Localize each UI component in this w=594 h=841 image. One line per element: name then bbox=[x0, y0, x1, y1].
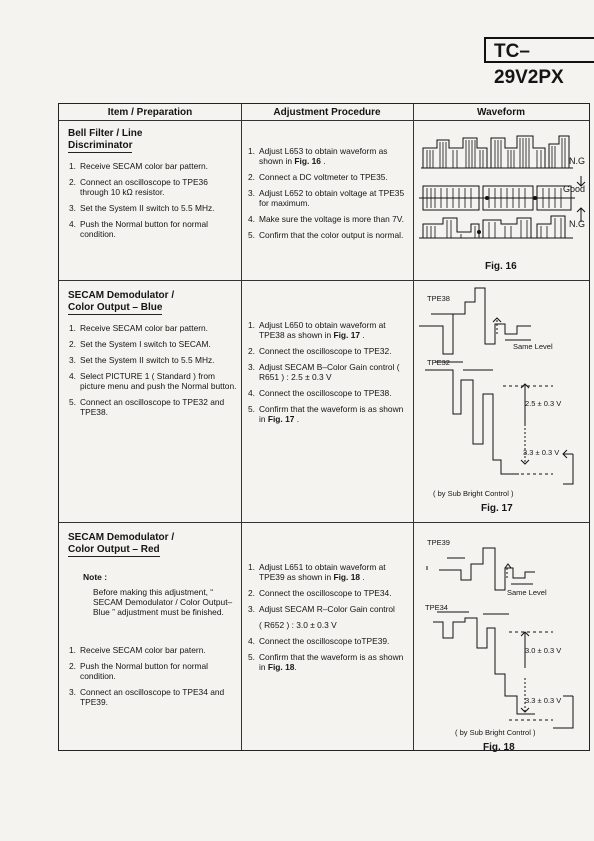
step-text-tail: . bbox=[320, 156, 326, 166]
step-text-tail: . bbox=[360, 330, 365, 340]
step-item bbox=[248, 172, 408, 182]
step-text bbox=[259, 320, 408, 340]
step-item bbox=[248, 320, 408, 340]
title-line: Color Output – Red bbox=[68, 544, 160, 555]
step-text-main: Connect a DC voltmeter to TPE35. bbox=[259, 172, 388, 182]
step-text bbox=[80, 687, 237, 707]
step-item bbox=[248, 588, 408, 598]
step-number: 1. bbox=[69, 323, 76, 333]
step-number: 1. bbox=[248, 146, 255, 156]
step-text-main: Connect the oscilloscope to TPE32. bbox=[259, 346, 392, 356]
label-voltage: 3.0 ± 0.3 V bbox=[525, 646, 562, 655]
step-number: 3. bbox=[69, 203, 76, 213]
step-text-main: Connect an oscilloscope to TPE34 and TPE39. bbox=[80, 687, 225, 707]
step-text bbox=[259, 604, 395, 614]
step-item bbox=[248, 636, 408, 646]
title-line: Discriminator bbox=[68, 140, 133, 151]
figure-reference: Fig. 17 bbox=[267, 414, 295, 424]
step-number: 2. bbox=[69, 177, 76, 187]
header-divider bbox=[59, 120, 589, 121]
step-number: 4. bbox=[69, 371, 76, 381]
step-text-main: Adjust L651 to obtain waveform at TPE39 as shown in bbox=[259, 562, 386, 582]
title-line: SECAM Demodulator / bbox=[68, 532, 175, 543]
step-text bbox=[259, 636, 389, 646]
label-tp: TPE39 bbox=[427, 538, 450, 547]
section-title bbox=[68, 290, 174, 314]
step-item bbox=[69, 645, 237, 655]
step-text-main: Receive SECAM color bar patern. bbox=[80, 645, 206, 655]
procedure-list bbox=[248, 562, 408, 678]
step-text bbox=[80, 161, 208, 171]
step-text-main: Select PICTURE 1 ( Standard ) from picture menu and push the Normal button. bbox=[80, 371, 237, 391]
step-text bbox=[80, 645, 206, 655]
step-item bbox=[69, 355, 237, 365]
step-text bbox=[80, 371, 237, 391]
step-item bbox=[248, 652, 408, 672]
step-item bbox=[248, 362, 408, 382]
step-item bbox=[69, 397, 237, 417]
step-item bbox=[248, 388, 408, 398]
step-number: 5. bbox=[248, 404, 255, 414]
header-procedure: Adjustment Procedure bbox=[273, 107, 381, 118]
note-title: Note : bbox=[83, 572, 108, 582]
step-text bbox=[80, 177, 237, 197]
step-item bbox=[69, 371, 237, 391]
step-text-main: Connect an oscilloscope to TPE36 through 10 kΩ resistor. bbox=[80, 177, 208, 197]
step-text bbox=[259, 362, 408, 382]
label-same-level: Same Level bbox=[513, 342, 553, 351]
step-text-main: Push the Normal button for normal condition. bbox=[80, 661, 209, 681]
step-item bbox=[69, 687, 237, 707]
title-line: SECAM Demodulator / bbox=[68, 290, 175, 301]
step-number: 3. bbox=[248, 604, 255, 614]
prep-list bbox=[69, 323, 237, 423]
prep-list bbox=[69, 645, 237, 713]
label-same-level: Same Level bbox=[507, 588, 547, 597]
step-text bbox=[259, 230, 403, 240]
step-text bbox=[259, 214, 404, 224]
step-item bbox=[248, 620, 408, 630]
step-text bbox=[80, 661, 237, 681]
step-text-main: Make sure the voltage is more than 7V. bbox=[259, 214, 404, 224]
step-text-main: Connect an oscilloscope to TPE32 and TPE38. bbox=[80, 397, 225, 417]
step-text-main: Connect the oscilloscope to TPE34. bbox=[259, 588, 392, 598]
note-body: Before making this adjustment, “ SECAM Demodulator / Color Output– Blue ” adjustment must be finished. bbox=[93, 587, 233, 617]
step-number: 4. bbox=[69, 219, 76, 229]
step-item bbox=[248, 214, 408, 224]
label-tp: TPE32 bbox=[427, 358, 450, 367]
step-text-main: Push the Normal button for normal condition. bbox=[80, 219, 209, 239]
step-item bbox=[69, 177, 237, 197]
step-text bbox=[80, 397, 237, 417]
figure-reference: Fig. 18 bbox=[267, 662, 295, 672]
header-item: Item / Preparation bbox=[107, 107, 193, 118]
label-sub-bright: ( by Sub Bright Control ) bbox=[455, 728, 536, 737]
step-text bbox=[259, 388, 392, 398]
label-tp: TPE38 bbox=[427, 294, 450, 303]
step-text bbox=[259, 146, 408, 166]
step-number: 4. bbox=[248, 214, 255, 224]
step-number: 1. bbox=[248, 320, 255, 330]
step-number: 2. bbox=[248, 172, 255, 182]
figure-reference: Fig. 17 bbox=[333, 330, 361, 340]
step-text-main: Confirm that the waveform is as shown in bbox=[259, 404, 404, 424]
step-number: 3. bbox=[69, 687, 76, 697]
label-voltage: 2.5 ± 0.3 V bbox=[525, 399, 562, 408]
step-text-tail: . bbox=[294, 662, 297, 672]
step-item bbox=[248, 230, 408, 240]
step-text bbox=[259, 172, 388, 182]
step-text-tail: . bbox=[360, 572, 365, 582]
marker-dot bbox=[485, 196, 489, 200]
model-number: TC–29V2PX bbox=[484, 37, 594, 63]
step-item bbox=[69, 339, 237, 349]
column-divider bbox=[241, 104, 242, 750]
label-sub-bright: ( by Sub Bright Control ) bbox=[433, 489, 514, 498]
step-number: 2. bbox=[69, 339, 76, 349]
title-line: Color Output – Blue bbox=[68, 302, 163, 313]
step-text bbox=[259, 652, 408, 672]
step-number: 2. bbox=[248, 588, 255, 598]
step-number: 1. bbox=[69, 161, 76, 171]
step-item bbox=[69, 203, 237, 213]
step-number: 3. bbox=[248, 362, 255, 372]
section-title bbox=[68, 128, 142, 152]
step-number bbox=[248, 620, 259, 630]
row-divider bbox=[59, 280, 589, 281]
step-text bbox=[80, 203, 215, 213]
figure-reference: Fig. 16 bbox=[294, 156, 321, 166]
fig-caption: Fig. 16 bbox=[485, 261, 517, 272]
marker-dot bbox=[533, 196, 537, 200]
step-text-main: Adjust SECAM R–Color Gain control bbox=[259, 604, 395, 614]
step-text bbox=[259, 346, 392, 356]
step-item bbox=[248, 604, 408, 614]
step-text-main: Confirm that the waveform is as shown in bbox=[259, 652, 404, 672]
step-text-main: Set the System II switch to 5.5 MHz. bbox=[80, 203, 215, 213]
adjustment-table bbox=[58, 103, 590, 751]
label-ng: N.G bbox=[569, 219, 586, 229]
step-number: 2. bbox=[69, 661, 76, 671]
step-text-main: Adjust L653 to obtain waveform as shown in bbox=[259, 146, 388, 166]
step-text-main: Adjust L652 to obtain voltage at TPE35 for maximum. bbox=[259, 188, 405, 208]
step-text bbox=[259, 404, 408, 424]
step-text bbox=[80, 339, 211, 349]
label-tp: TPE34 bbox=[425, 603, 448, 612]
step-text bbox=[259, 562, 408, 582]
fig-caption: Fig. 18 bbox=[483, 742, 515, 753]
step-text-main: Confirm that the color output is normal. bbox=[259, 230, 404, 240]
step-text-main: Connect the oscilloscope toTPE39. bbox=[259, 636, 390, 646]
step-text bbox=[80, 323, 208, 333]
step-text bbox=[259, 588, 392, 598]
step-item bbox=[248, 562, 408, 582]
step-number: 3. bbox=[248, 188, 255, 198]
procedure-list bbox=[248, 146, 408, 246]
fig-caption: Fig. 17 bbox=[481, 503, 513, 514]
title-line: Bell Filter / Line bbox=[68, 128, 143, 139]
marker-dot bbox=[477, 230, 481, 234]
step-number: 5. bbox=[69, 397, 76, 407]
label-good: Good bbox=[563, 184, 586, 194]
step-number: 3. bbox=[69, 355, 76, 365]
step-text-main: Adjust SECAM B–Color Gain control ( R651 ) : 2.5 ± 0.3 V bbox=[259, 362, 400, 382]
step-item bbox=[248, 146, 408, 166]
step-text-main: Receive SECAM color bar pattern. bbox=[80, 161, 209, 171]
step-item bbox=[248, 188, 408, 208]
step-text-main: ( R652 ) : 3.0 ± 0.3 V bbox=[259, 620, 337, 630]
step-text bbox=[259, 188, 408, 208]
step-number: 4. bbox=[248, 388, 255, 398]
step-text bbox=[80, 219, 237, 239]
step-text-main: Connect the oscilloscope to TPE38. bbox=[259, 388, 392, 398]
procedure-list bbox=[248, 320, 408, 430]
step-text-main: Set the System II switch to 5.5 MHz. bbox=[80, 355, 215, 365]
step-item bbox=[69, 161, 237, 171]
step-number: 5. bbox=[248, 230, 255, 240]
step-item bbox=[69, 661, 237, 681]
step-text-main: Set the System I switch to SECAM. bbox=[80, 339, 211, 349]
step-item bbox=[248, 346, 408, 356]
step-number: 1. bbox=[248, 562, 255, 572]
fig18-waveform bbox=[413, 528, 589, 728]
step-number: 4. bbox=[248, 636, 255, 646]
row-divider bbox=[59, 522, 589, 523]
step-item bbox=[248, 404, 408, 424]
step-number: 1. bbox=[69, 645, 76, 655]
step-number: 5. bbox=[248, 652, 255, 662]
step-text-main: Adjust L650 to obtain waveform at TPE38 as shown in bbox=[259, 320, 386, 340]
step-text bbox=[80, 355, 215, 365]
step-text-tail: . bbox=[294, 414, 300, 424]
fig17-waveform bbox=[413, 284, 589, 484]
step-item bbox=[69, 219, 237, 239]
figure-reference: Fig. 18 bbox=[333, 572, 361, 582]
header-waveform: Waveform bbox=[477, 107, 525, 118]
label-ng: N.G bbox=[569, 156, 586, 166]
step-text-main: Receive SECAM color bar pattern. bbox=[80, 323, 209, 333]
label-voltage: 3.3 ± 0.3 V bbox=[523, 448, 560, 457]
prep-list bbox=[69, 161, 237, 245]
section-title bbox=[68, 532, 174, 556]
step-text bbox=[259, 620, 337, 630]
step-number: 2. bbox=[248, 346, 255, 356]
label-voltage: 3.3 ± 0.3 V bbox=[525, 696, 562, 705]
step-item bbox=[69, 323, 237, 333]
